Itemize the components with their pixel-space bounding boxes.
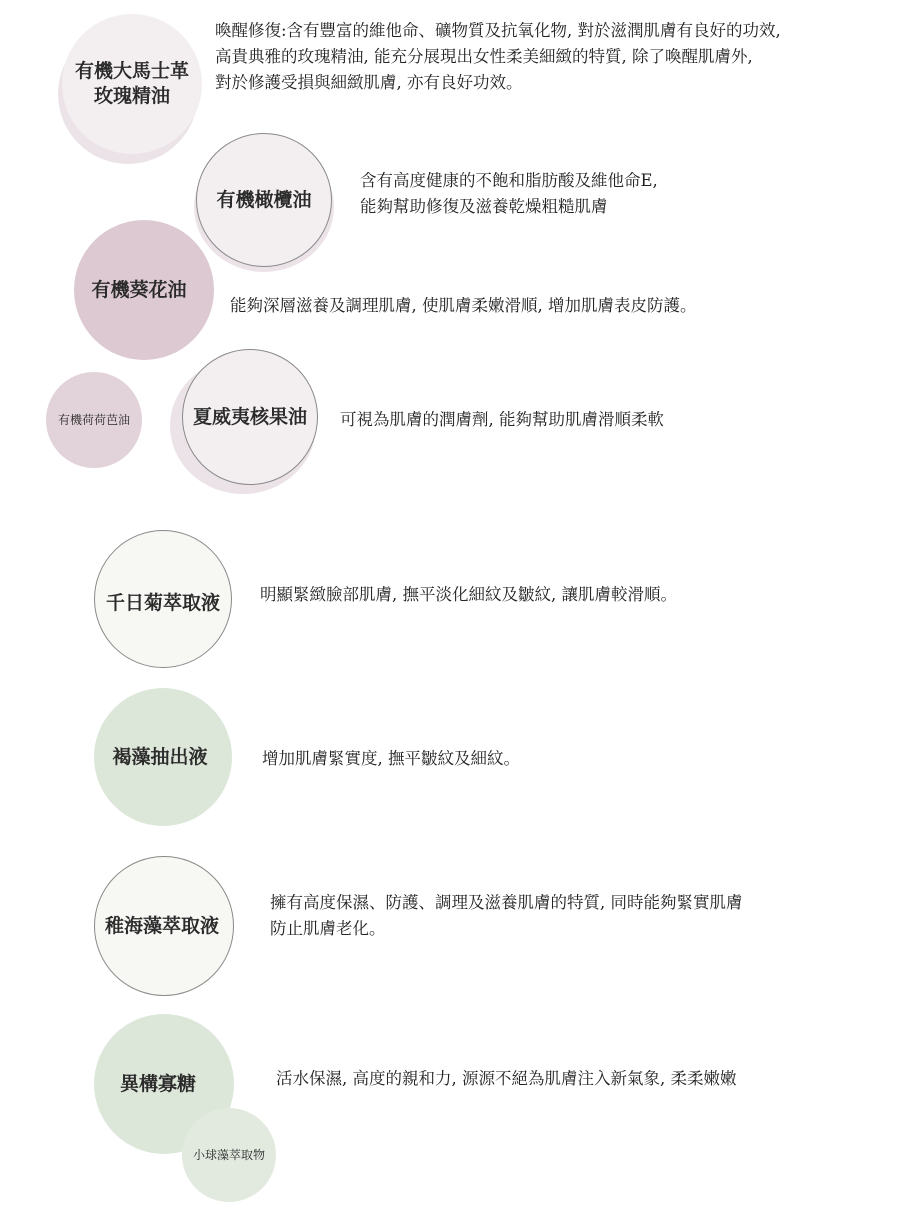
everlasting-extract-description: 明顯緊緻臉部肌膚, 撫平淡化細紋及皺紋, 讓肌膚較滑順。 xyxy=(260,585,677,604)
everlasting-extract-circle xyxy=(94,530,232,668)
oligosaccharide-description: 活水保濕, 高度的親和力, 源源不絕為肌膚注入新氣象, 柔柔嫩嫩 xyxy=(276,1069,737,1088)
chlorella-circle xyxy=(182,1108,276,1202)
sunflower-oil-label: 有機葵花油 xyxy=(91,278,187,301)
rose-oil-circle xyxy=(62,14,202,154)
olive-oil-label: 有機橄欖油 xyxy=(216,188,312,211)
seaweed-extract-label: 稚海藻萃取液 xyxy=(104,914,219,937)
chlorella-label: 小球藻萃取物 xyxy=(192,1147,265,1162)
rose-oil-label: 有機大馬士革 玫瑰精油 xyxy=(74,60,189,107)
brown-algae-circle xyxy=(94,688,232,826)
jojoba-oil-label: 有機荷荷芭油 xyxy=(57,412,130,427)
everlasting-extract-label: 千日菊萃取液 xyxy=(105,591,220,614)
sunflower-oil-circle xyxy=(74,220,214,360)
brown-algae-description: 增加肌膚緊實度, 撫平皺紋及細紋。 xyxy=(262,749,520,768)
oligosaccharide-label: 異構寡糖 xyxy=(119,1072,196,1095)
brown-algae-label: 褐藻抽出液 xyxy=(112,745,208,768)
seaweed-extract-description: 擁有高度保濕、防護、調理及滋養肌膚的特質, 同時能夠緊實肌膚 防止肌膚老化。 xyxy=(270,893,743,938)
rose-oil-description: 喚醒修復:含有豐富的維他命、礦物質及抗氧化物, 對於滋潤肌膚有良好的功效, 高貴典雅的玫瑰精油, 能充分展現出女性柔美細緻的特質, 除了喚醒肌膚外, 對於修護受損與細緻肌膚, 亦有良好功效。 xyxy=(215,21,781,92)
olive-oil-description: 含有高度健康的不飽和脂肪酸及維他命E, 能夠幫助修復及滋養乾燥粗糙肌膚 xyxy=(360,171,658,216)
sunflower-oil-description: 能夠深層滋養及調理肌膚, 使肌膚柔嫩滑順, 增加肌膚表皮防護。 xyxy=(230,296,697,315)
olive-oil-circle xyxy=(196,133,332,267)
macadamia-oil-circle xyxy=(182,349,318,485)
seaweed-extract-circle xyxy=(94,856,234,996)
macadamia-oil-description: 可視為肌膚的潤膚劑, 能夠幫助肌膚滑順柔軟 xyxy=(340,410,664,429)
jojoba-oil-circle xyxy=(46,372,142,468)
macadamia-oil-label: 夏威夷核果油 xyxy=(192,405,307,428)
